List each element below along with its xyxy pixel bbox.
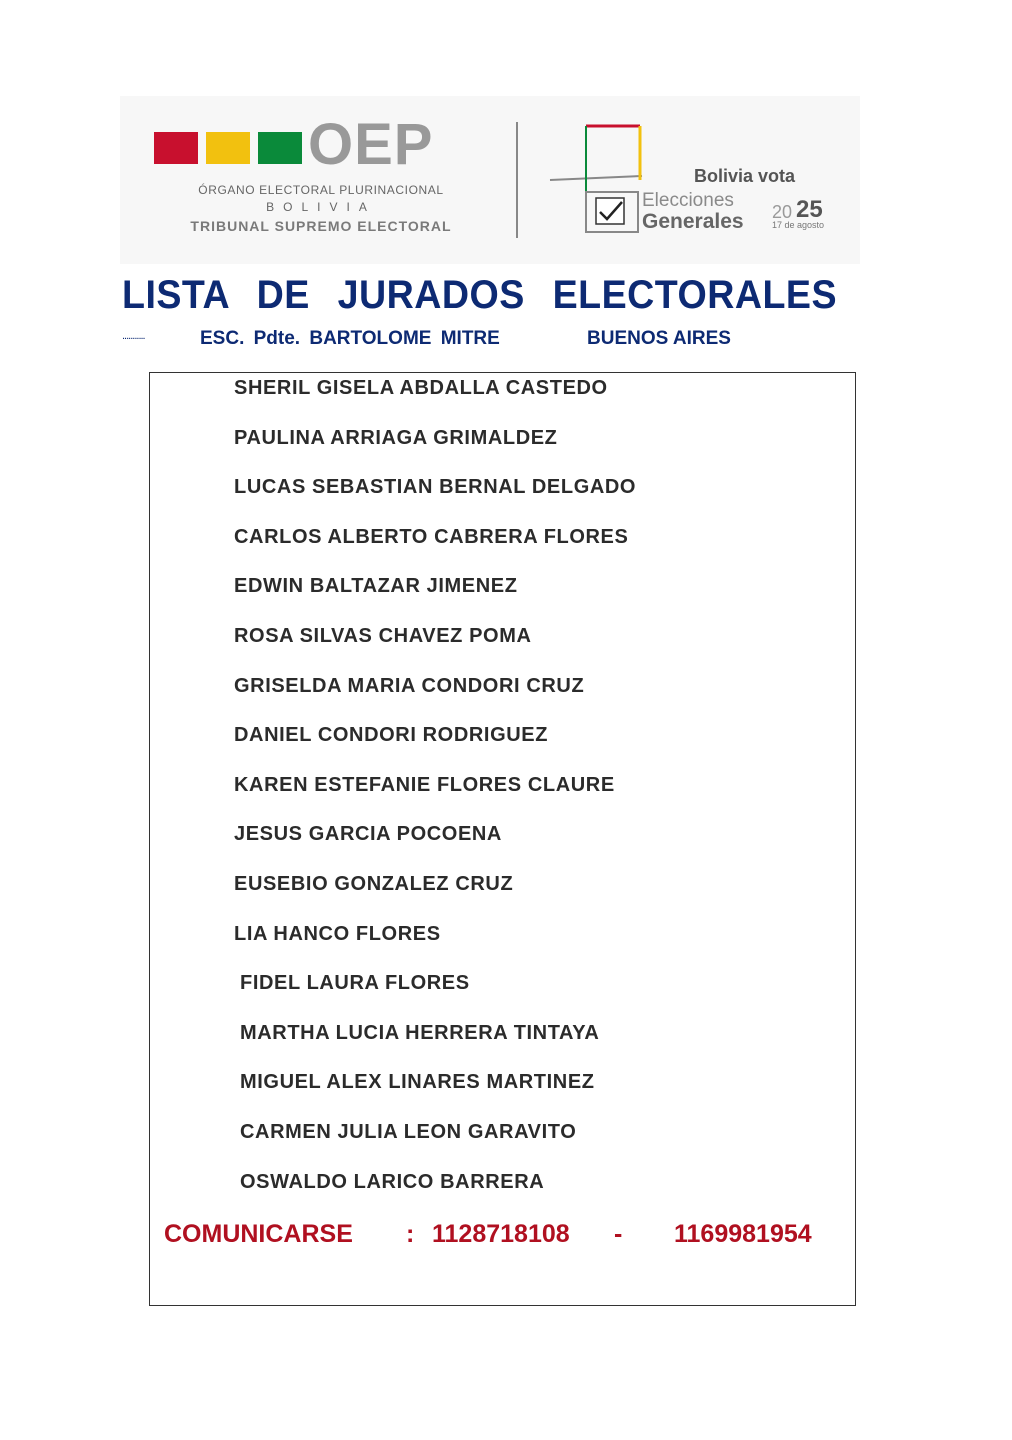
juror-name: MIGUEL ALEX LINARES MARTINEZ: [240, 1071, 595, 1093]
juror-name: EUSEBIO GONZALEZ CRUZ: [234, 873, 514, 895]
campaign-date: 17 de agosto: [772, 220, 825, 230]
oep-green-square: [258, 132, 302, 164]
campaign-slogan: Bolivia vota: [694, 166, 796, 186]
juror-name: ROSA SILVAS CHAVEZ POMA: [234, 625, 532, 647]
juror-name: GRISELDA MARIA CONDORI CRUZ: [234, 675, 585, 697]
campaign-year-part1: 20: [772, 202, 793, 222]
oep-red-square: [154, 132, 198, 164]
contact-colon: :: [406, 1220, 415, 1248]
oep-yellow-square: [206, 132, 250, 164]
campaign-year-part2: 25: [796, 196, 823, 223]
juror-name: LUCAS SEBASTIAN BERNAL DELGADO: [234, 476, 637, 498]
oep-logo-text: OEP: [308, 112, 434, 177]
juror-name: JESUS GARCIA POCOENA: [234, 823, 502, 845]
ballot-box-icon: [546, 122, 646, 238]
contact-phone-1: 1128718108: [432, 1220, 570, 1248]
juror-name: CARMEN JULIA LEON GARAVITO: [240, 1121, 577, 1143]
juror-name: EDWIN BALTAZAR JIMENEZ: [234, 575, 518, 597]
contact-phone-2: 1169981954: [674, 1220, 812, 1248]
juror-name: FIDEL LAURA FLORES: [240, 972, 470, 994]
header-divider: [516, 122, 518, 238]
header-banner: [120, 96, 860, 264]
juror-name: MARTHA LUCIA HERRERA TINTAYA: [240, 1022, 600, 1044]
contact-label: COMUNICARSE: [164, 1220, 353, 1248]
school-name: ESC. Pdte. BARTOLOME MITRE: [200, 328, 500, 349]
campaign-line2: Generales: [642, 210, 744, 233]
juror-name: DANIEL CONDORI RODRIGUEZ: [234, 724, 549, 746]
juror-name: OSWALDO LARICO BARRERA: [240, 1171, 545, 1193]
country-text: BOLIVIA: [266, 200, 376, 214]
subheader-dots: ...........: [122, 330, 145, 342]
contact-separator: -: [614, 1220, 623, 1248]
page-title: LISTA DE JURADOS ELECTORALES: [122, 273, 838, 317]
city-name: BUENOS AIRES: [587, 328, 731, 349]
juror-name: CARLOS ALBERTO CABRERA FLORES: [234, 526, 629, 548]
juror-name: LIA HANCO FLORES: [234, 923, 441, 945]
juror-name: PAULINA ARRIAGA GRIMALDEZ: [234, 427, 558, 449]
juror-name: KAREN ESTEFANIE FLORES CLAURE: [234, 774, 615, 796]
tribunal-text: TRIBUNAL SUPREMO ELECTORAL: [190, 218, 452, 234]
campaign-line1: Elecciones: [642, 190, 734, 211]
organo-text: ÓRGANO ELECTORAL PLURINACIONAL: [198, 183, 444, 197]
juror-name: SHERIL GISELA ABDALLA CASTEDO: [234, 377, 608, 399]
